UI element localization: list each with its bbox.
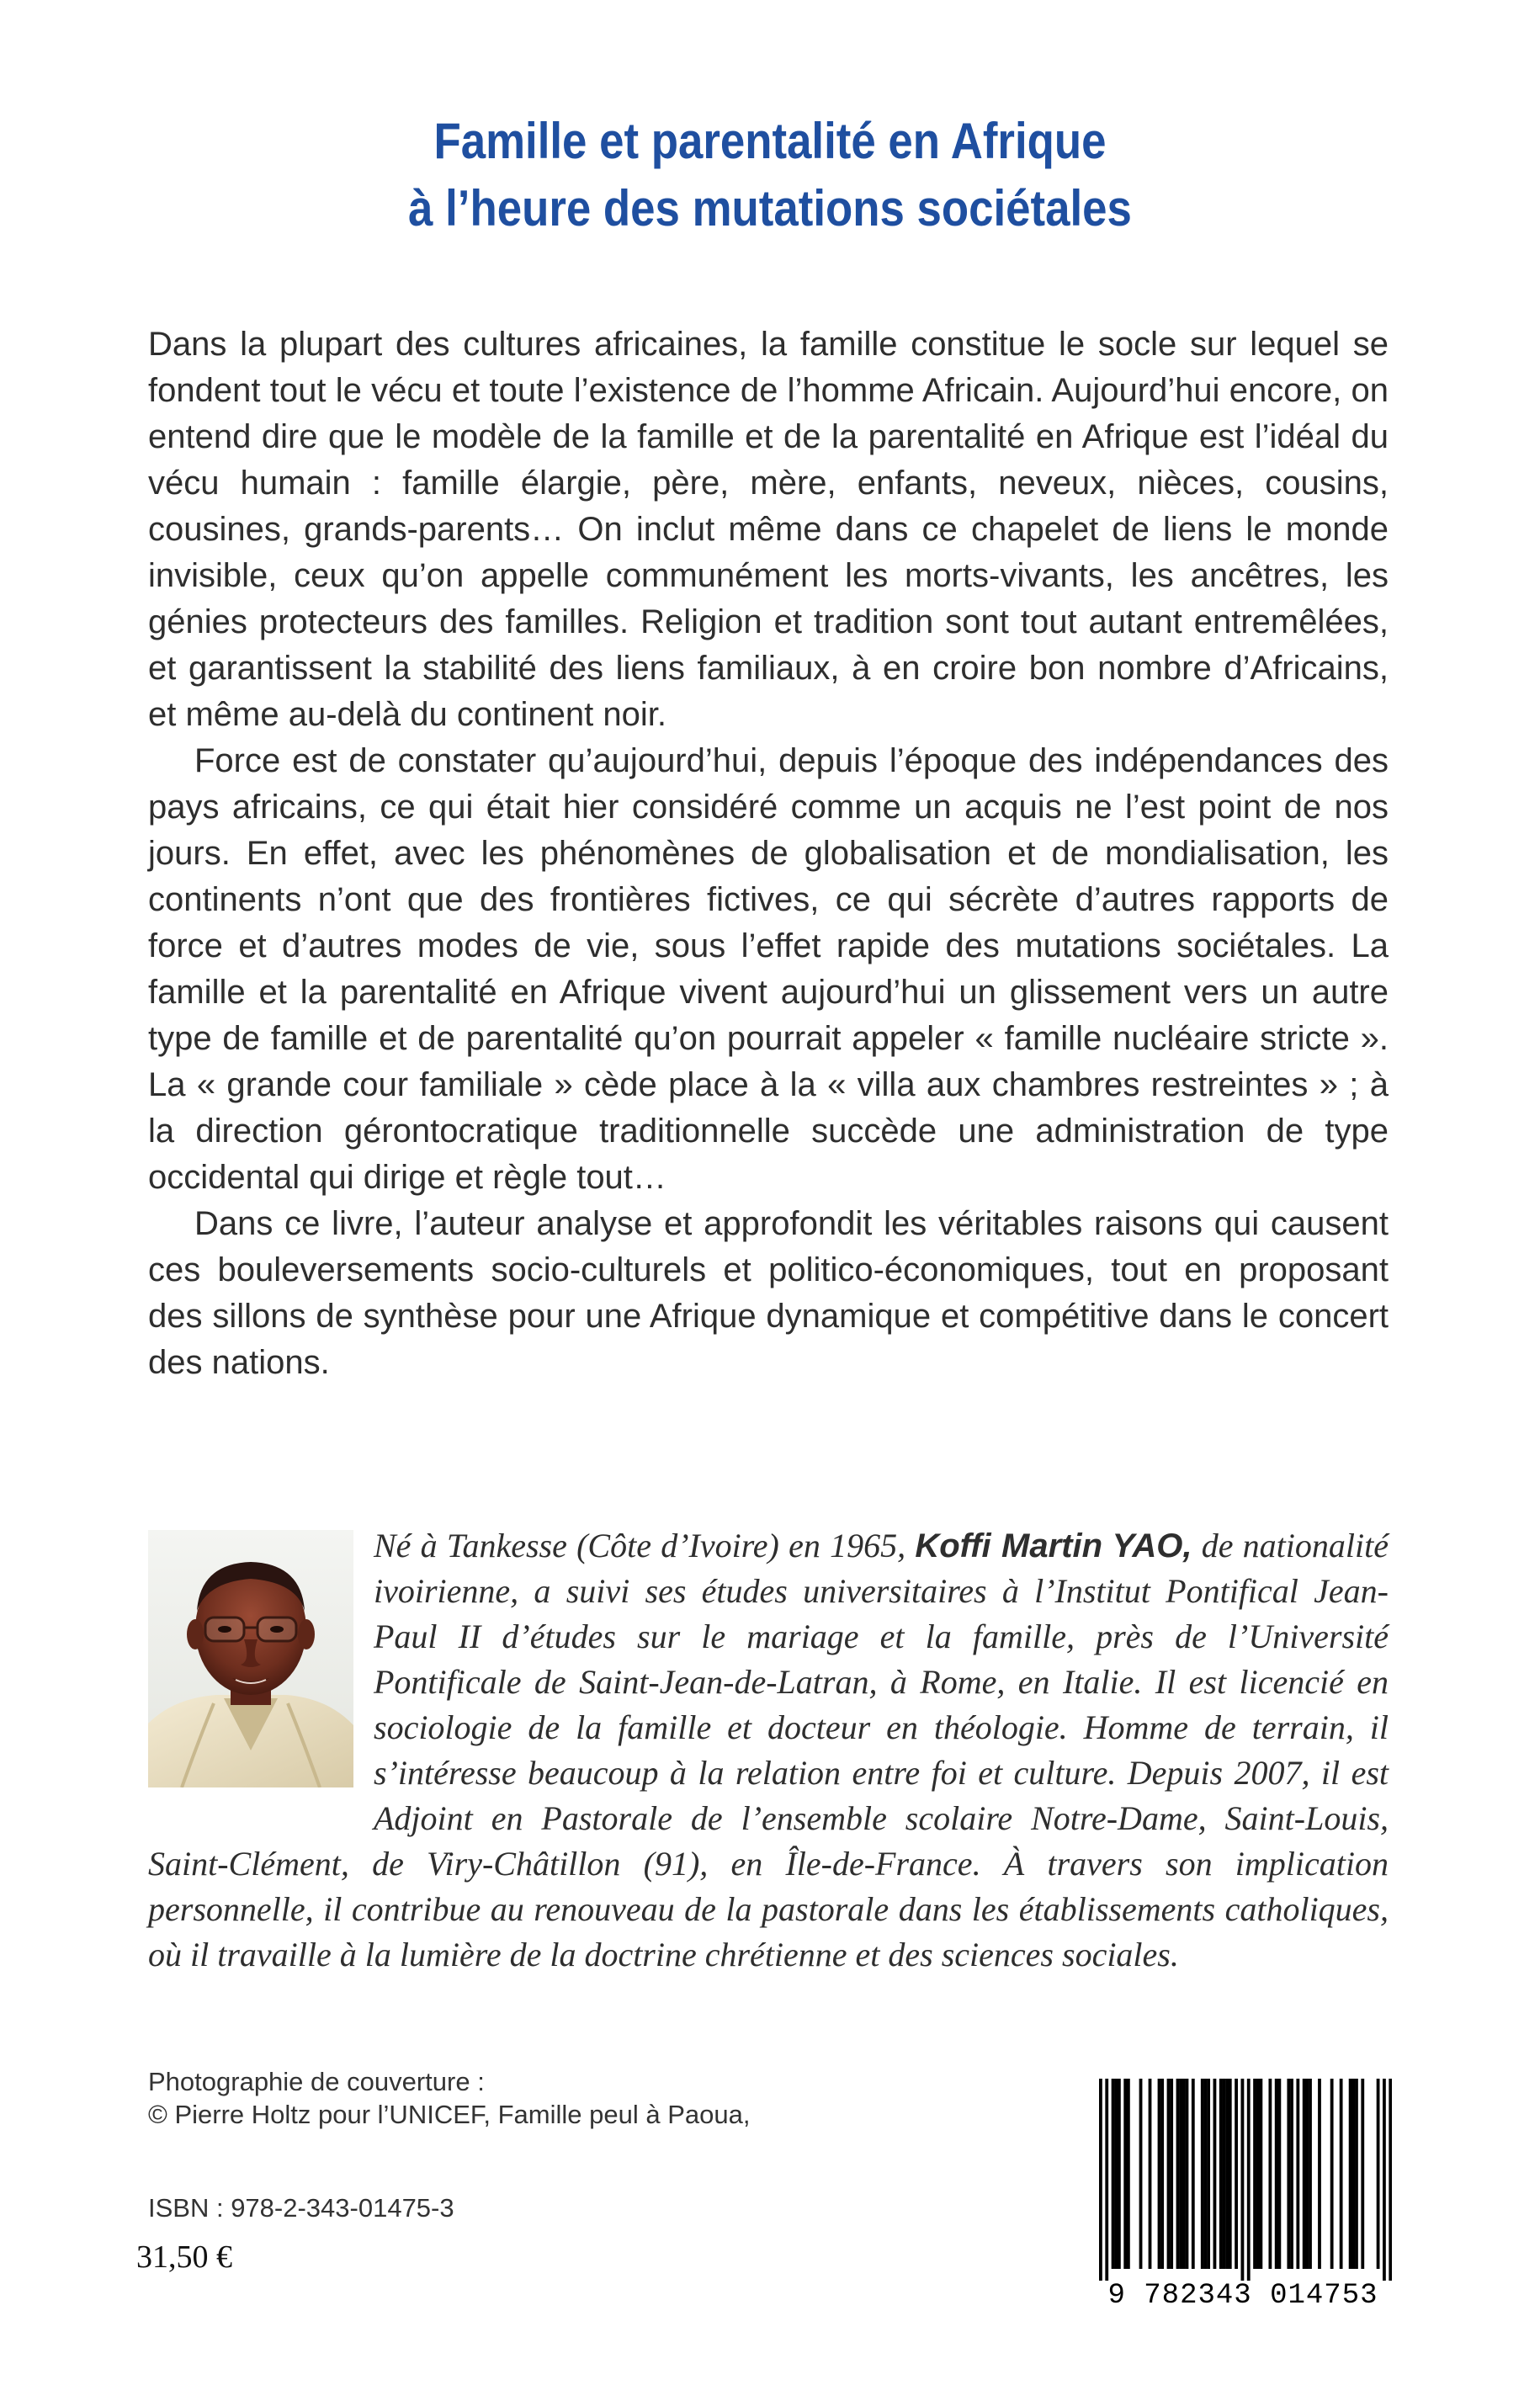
barcode-bar <box>1114 2079 1118 2269</box>
barcode-bar <box>1287 2079 1290 2269</box>
author-name: Koffi Martin YAO, <box>915 1527 1192 1564</box>
barcode-bar <box>1229 2079 1232 2269</box>
barcode-bar <box>1123 2079 1127 2269</box>
barcode-bar <box>1305 2079 1309 2269</box>
barcode-bar <box>1247 2079 1251 2281</box>
barcode-bar <box>1330 2079 1334 2269</box>
barcode-bar <box>1296 2079 1299 2269</box>
barcode-bar <box>1361 2079 1364 2269</box>
barcode-bar <box>1167 2079 1171 2269</box>
barcode-bar <box>1223 2079 1226 2269</box>
barcode-bar <box>1241 2079 1245 2281</box>
barcode-bar <box>1158 2079 1161 2269</box>
barcode-bar <box>1303 2079 1306 2269</box>
barcode-bar <box>1182 2079 1186 2269</box>
barcode-bar <box>1355 2079 1358 2269</box>
barcode-bar <box>1340 2079 1343 2269</box>
barcode-bar <box>1219 2079 1223 2269</box>
barcode-bar <box>1377 2079 1380 2269</box>
title-line-1: Famille et parentalité en Afrique <box>433 113 1107 169</box>
barcode-bar <box>1105 2079 1108 2281</box>
book-summary <box>148 321 1389 1386</box>
barcode-bar <box>1099 2079 1102 2281</box>
barcode-bar <box>1253 2079 1256 2269</box>
barcode-bar <box>1204 2079 1208 2269</box>
barcode-bar <box>1201 2079 1204 2269</box>
barcode-bar <box>1349 2079 1352 2269</box>
barcode-bar <box>1213 2079 1217 2269</box>
barcode-bar <box>1275 2079 1278 2269</box>
isbn: ISBN : 978-2-343-01475-3 <box>148 2193 454 2223</box>
barcode-bar <box>1139 2079 1143 2269</box>
photo-spacer <box>148 1523 374 1798</box>
barcode-bar <box>1176 2079 1180 2269</box>
barcode-bar <box>1179 2079 1182 2269</box>
photo-credit-text: © Pierre Holtz pour l’UNICEF, Famille peul à Paoua, <box>148 2100 751 2129</box>
barcode-bar <box>1170 2079 1173 2269</box>
barcode-bar <box>1290 2079 1293 2269</box>
barcode-number: 9 782343 014753 <box>1107 2280 1378 2312</box>
barcode-bar <box>1192 2079 1195 2269</box>
author-biography <box>148 1523 1389 1978</box>
barcode-bar <box>1225 2079 1229 2269</box>
summary-paragraph-2: Force est de constater qu’aujourd’hui, depuis l’époque des indépendances des pays africains, ce qui était hier considéré comme un acquis ne l’est point de nos jours. En effet, avec les phénomènes de globalisation et de mondialisation, les continents n’ont que des frontières fictives, ce qui sécrète d’autres rapports de force et d’autres modes de vie, sous l’effet rapide des mutations sociétales. La famille et la parentalité en Afrique vivent aujourd’hui un glissement vers un autre type de famille et de parentalité qu’on pourrait appeler « famille nucléaire stricte ». La « grande cour familiale » cède place à la « villa aux chambres restreintes » ; à la direction gérontocratique traditionnelle succède une administration de type occidental qui dirige et règle tout… <box>148 742 1389 1196</box>
bio-intro: Né à Tankesse (Côte d’Ivoire) en 1965, <box>374 1527 916 1564</box>
barcode-bar <box>1149 2079 1152 2269</box>
price: 31,50 € <box>136 2239 232 2275</box>
barcode-bar <box>1207 2079 1210 2269</box>
barcode-bar <box>1160 2079 1164 2269</box>
summary-paragraph-1: Dans la plupart des cultures africaines, la famille constitue le socle sur lequel se fondent tout le vécu et toute l’existence de l’homme Africain. Aujourd’hui encore, on entend dire que le modèle de la famille et de la parentalité en Afrique est l’idéal du vécu humain : famille élargie, père, mère, enfants, neveux, nièces, cousins, cousines, grands-parents… On inclut même dans ce chapelet de liens le monde invisible, ceux qu’on appelle communément les morts-vivants, les ancêtres, les génies protecteurs des familles. Religion et tradition sont tout autant entremêlées, et garantissent la stabilité des liens familiaux, à en croire bon nombre d’Africains, et même au-delà du continent noir. <box>148 326 1389 733</box>
barcode-bar <box>1268 2079 1272 2269</box>
photo-credits <box>148 2065 750 2131</box>
barcode-bar <box>1127 2079 1130 2269</box>
summary-paragraph-3: Dans ce livre, l’auteur analyse et approfondit les véritables raisons qui causent ces bouleversements socio-culturels et politico-économiques, tout en proposant des sillons de synthèse pour une Afrique dynamique et compétitive dans le concert des nations. <box>148 1205 1389 1381</box>
barcode-bar <box>1235 2079 1238 2269</box>
barcode-bar <box>1118 2079 1121 2269</box>
barcode-bar <box>1309 2079 1312 2269</box>
barcode-bar <box>1186 2079 1189 2269</box>
barcode-bar <box>1112 2079 1115 2269</box>
barcode-icon <box>1099 2079 1392 2281</box>
book-title <box>93 108 1447 242</box>
barcode-bar <box>1383 2079 1386 2281</box>
barcode-bar <box>1277 2079 1281 2269</box>
title-line-2: à l’heure des mutations sociétales <box>408 180 1132 236</box>
barcode-bar <box>1389 2079 1392 2281</box>
barcode-bar <box>1256 2079 1260 2269</box>
barcode-bar <box>1318 2079 1321 2269</box>
bio-rest: de nationalité ivoirienne, a suivi ses études universitaires à l’Institut Pontifical Jean-Paul II d’études sur le mariage et la famille, près de l’Université Pontificale de Saint-Jean-de-Latran, à Rome, en Italie. Il est licencié en sociologie de la famille et docteur en théologie. Homme de terrain, il s’intéresse beaucoup à la relation entre foi et culture. Depuis 2007, il est Adjoint en Pastorale de l’ensemble scolaire Notre-Dame, Saint-Louis, Saint-Clément, de Viry-Châtillon (91), en Île-de-France. À travers son implication personnelle, il contribue au renouveau de la pastorale dans les établissements catholiques, où il travaille à la lumière de la doctrine chrétienne et des sciences sociales. <box>148 1527 1389 1973</box>
barcode-bar <box>1259 2079 1262 2269</box>
photo-credit-label: Photographie de couverture : <box>148 2067 485 2096</box>
barcode-bar <box>1351 2079 1355 2269</box>
